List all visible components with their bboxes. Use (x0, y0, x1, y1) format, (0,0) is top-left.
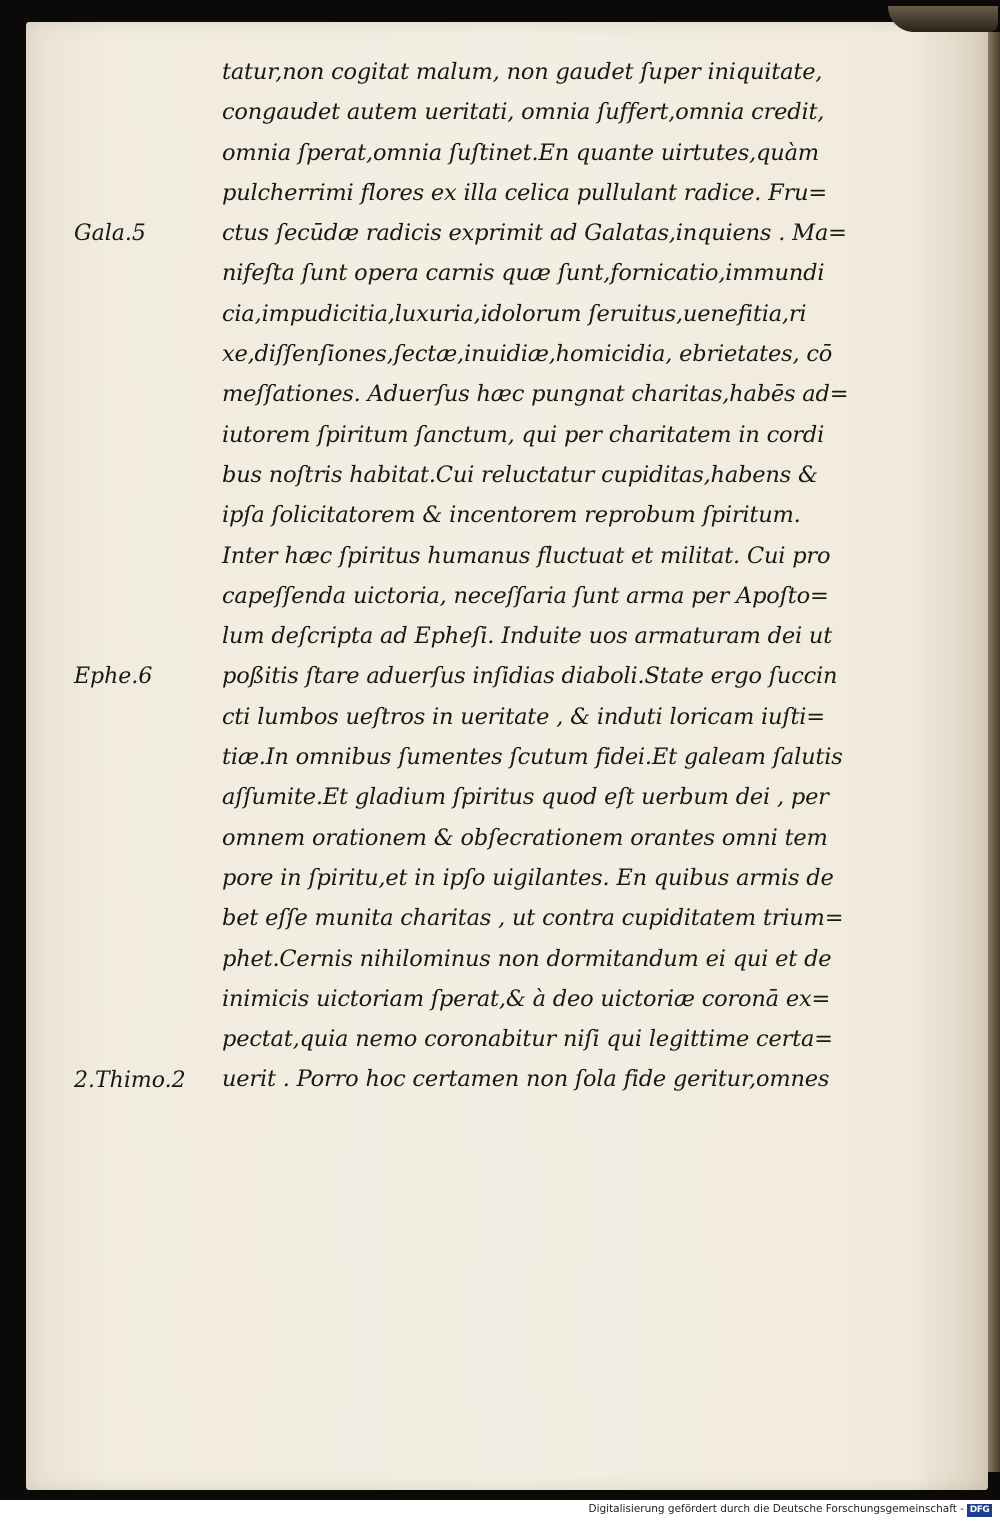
book-page (26, 22, 988, 1490)
text-line: nifeſta ſunt opera carnis quæ ſunt,fornicatio,immundi (222, 260, 825, 287)
text-line: bus noſtris habitat.Cui reluctatur cupiditas,habens & (222, 461, 818, 488)
text-line: cia,impudicitia,luxuria,idolorum ſeruitus,uenefitia,ri (222, 300, 807, 327)
dfg-logo-icon: DFG (967, 1504, 992, 1517)
funding-credit: Digitalisierung gefördert durch die Deutsche Forschungsgemeinschaft - (588, 1503, 964, 1515)
text-line: xe,diſſenſiones,ſectæ,inuidiæ,homicidia, ebrietates, cō (222, 341, 833, 368)
margin-note-gala: Gala.5 (74, 221, 146, 246)
text-line: pectat,quia nemo coronabitur niſi qui legittime certa= (222, 1026, 833, 1053)
text-line: omnem orationem & obſecrationem orantes omni tem (222, 824, 828, 851)
text-line: ctus ſecūdæ radicis exprimit ad Galatas,inquiens . Ma= (222, 220, 847, 247)
margin-note-thimo: 2.Thimo.2 (74, 1068, 186, 1093)
text-line: uerit . Porro hoc certamen non ſola fide geritur,omnes (222, 1066, 830, 1093)
text-line: Inter hæc ſpiritus humanus fluctuat et militat. Cui pro (222, 542, 831, 569)
text-line: meſſationes. Aduerſus hæc pungnat charitas,habēs ad= (222, 381, 849, 408)
text-line: cti lumbos ueſtros in ueritate , & induti loricam iuſti= (222, 703, 825, 730)
text-line: poßitis ſtare aduerſus inſidias diaboli.State ergo ſuccin (222, 663, 838, 690)
text-line: iutorem ſpiritum ſanctum, qui per charitatem in cordi (222, 421, 825, 448)
text-line: omnia ſperat,omnia ſuſtinet.En quante uirtutes,quàm (222, 139, 819, 166)
text-line: aſſumite.Et gladium ſpiritus quod eſt uerbum dei , per (222, 784, 829, 811)
text-line: phet.Cernis nihilominus non dormitandum ei qui et de (222, 945, 832, 972)
text-line: ipſa ſolicitatorem & incentorem reprobum ſpiritum. (222, 502, 801, 529)
text-line: pore in ſpiritu,et in ipſo uigilantes. En quibus armis de (222, 864, 834, 891)
margin-note-ephe: Ephe.6 (74, 664, 153, 689)
text-line: inimicis uictoriam ſperat,& à deo uictoriæ coronā ex= (222, 985, 831, 1012)
text-line: congaudet autem ueritati, omnia ſuffert,omnia credit, (222, 99, 825, 126)
footer-bar (0, 1500, 1000, 1521)
text-line: tiæ.In omnibus ſumentes ſcutum fidei.Et galeam ſalutis (222, 744, 843, 771)
page-edge (988, 32, 1000, 1472)
page-corner (888, 6, 998, 32)
text-line: capeſſenda uictoria, neceſſaria ſunt arma per Apoſto= (222, 582, 829, 609)
text-line: lum deſcripta ad Epheſi. Induite uos armaturam dei ut (222, 623, 833, 650)
main-text (222, 52, 922, 1100)
text-line: tatur,non cogitat malum, non gaudet ſuper iniquitate, (222, 59, 823, 85)
text-line: bet eſſe munita charitas , ut contra cupiditatem trium= (222, 905, 844, 932)
text-line: pulcherrimi flores ex illa celica pullulant radice. Fru= (222, 179, 828, 206)
